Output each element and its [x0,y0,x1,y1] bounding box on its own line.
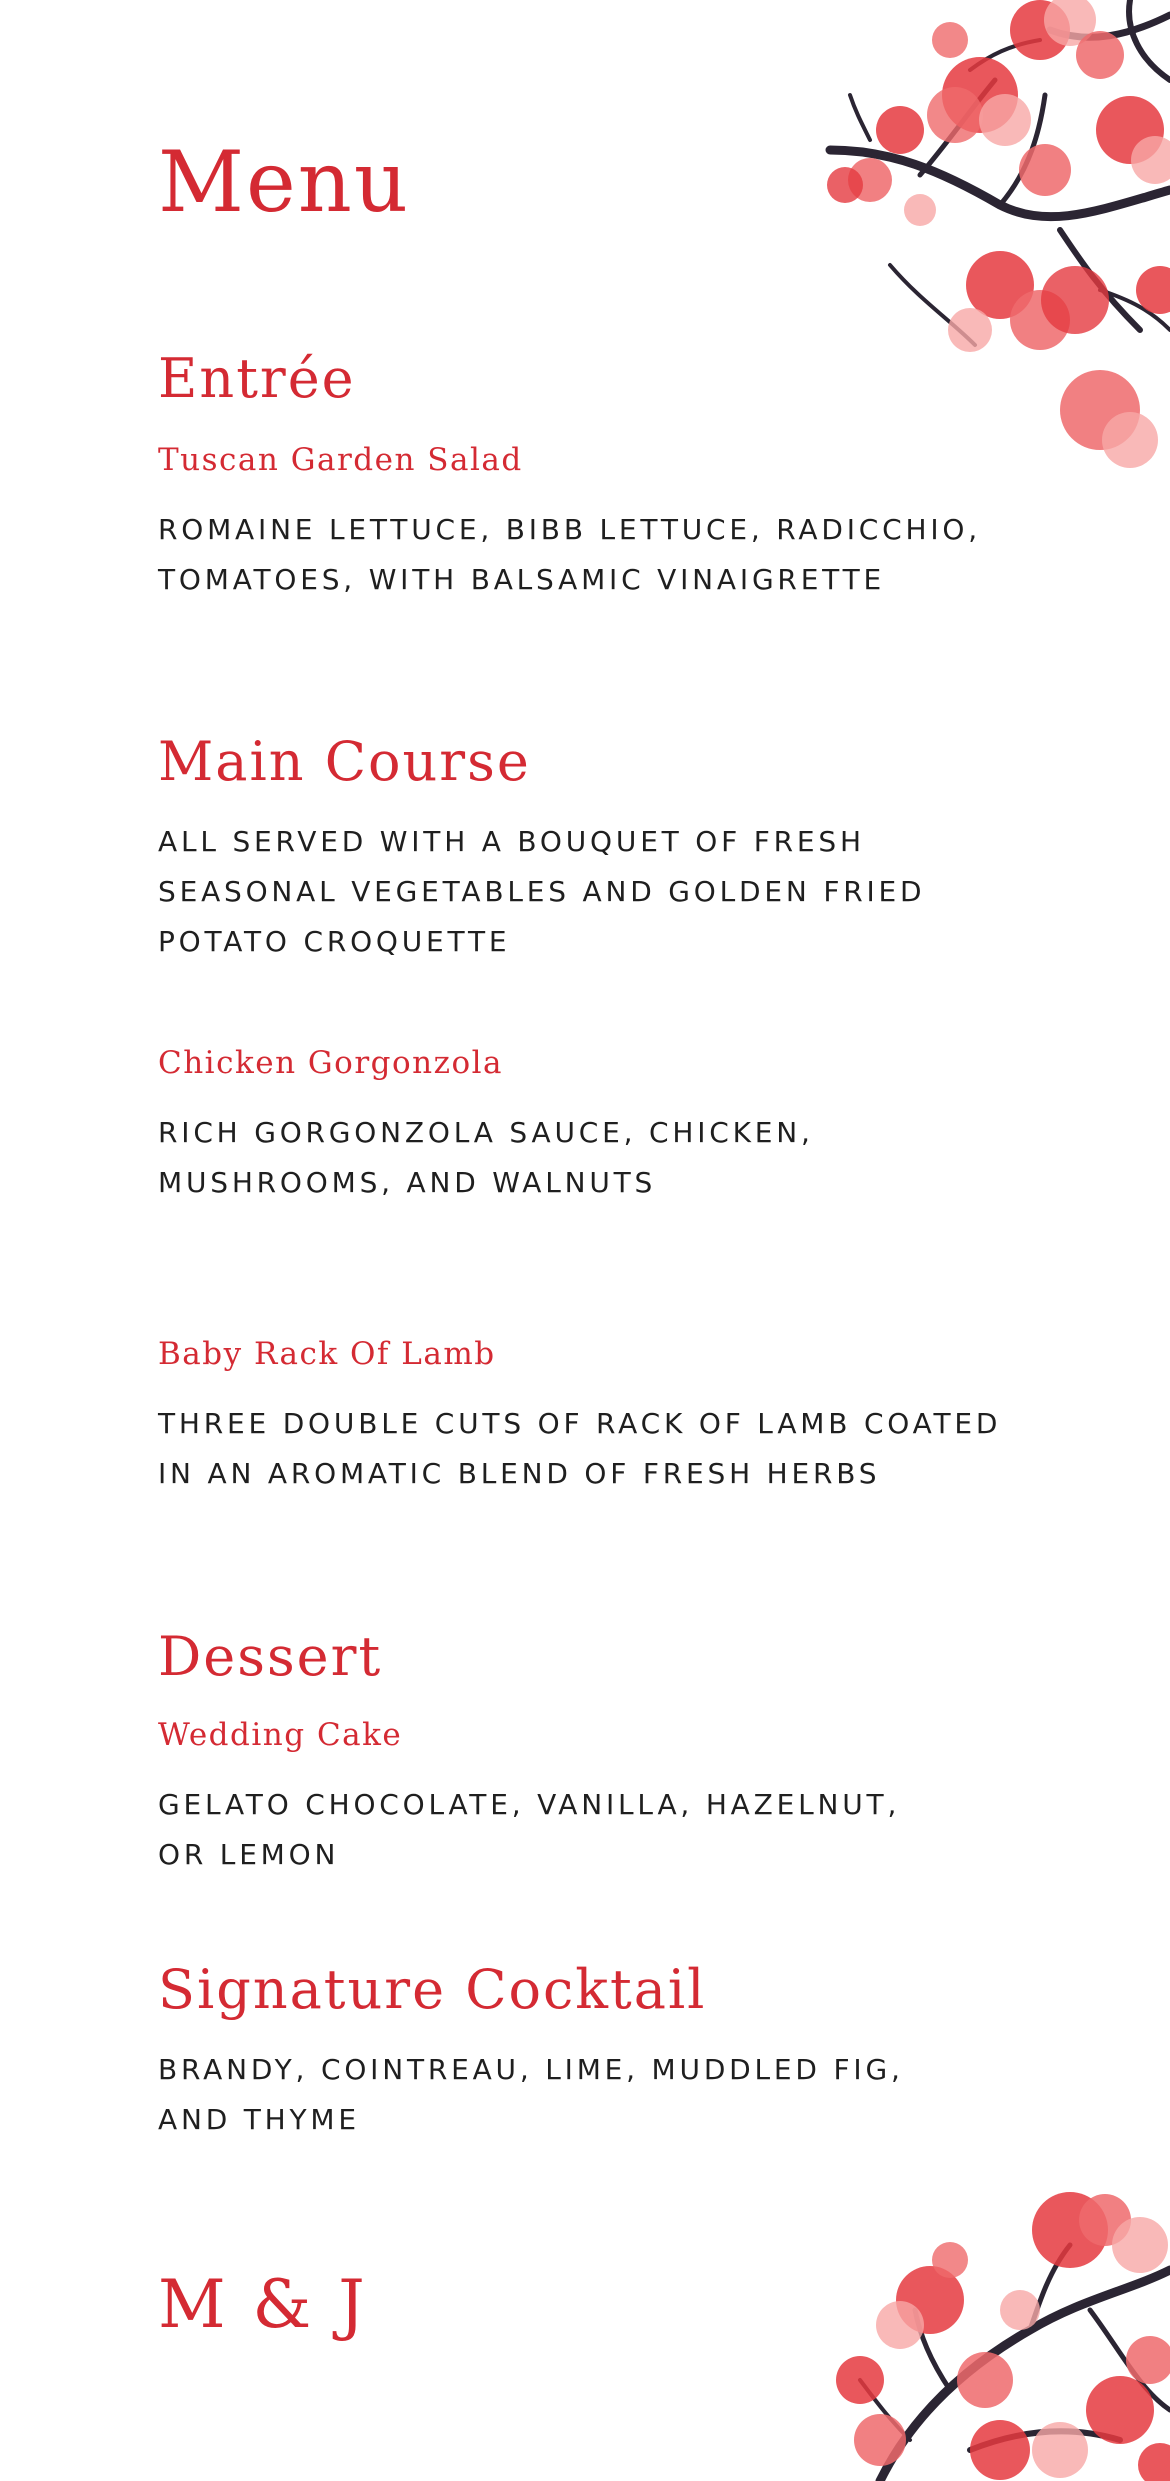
description-line: GELATO CHOCOLATE, VANILLA, HAZELNUT, [158,1788,901,1821]
description-line: BRANDY, COINTREAU, LIME, MUDDLED FIG, [158,2053,904,2086]
description-line: AND THYME [158,2103,360,2136]
main-course-intro [158,817,1038,967]
main-course-heading: Main Course [158,730,531,793]
description-line: ALL SERVED WITH A BOUQUET OF FRESH [158,825,865,858]
menu-title: Menu [158,133,410,231]
description-line: MUSHROOMS, AND WALNUTS [158,1166,657,1199]
signature-cocktail-description [158,2045,1038,2145]
description-line: SEASONAL VEGETABLES AND GOLDEN FRIED [158,875,926,908]
cherry-blossom-top-icon [800,0,1170,480]
wedding-cake-name: Wedding Cake [158,1717,403,1753]
chicken-gorgonzola-name: Chicken Gorgonzola [158,1045,504,1081]
entree-dish-name: Tuscan Garden Salad [158,442,523,478]
entree-dish-description [158,505,1038,605]
dessert-heading: Dessert [158,1625,383,1688]
description-line: OR LEMON [158,1838,340,1871]
description-line: IN AN AROMATIC BLEND OF FRESH HERBS [158,1457,881,1490]
signature-cocktail-heading: Signature Cocktail [158,1958,707,2021]
description-line: ROMAINE LETTUCE, BIBB LETTUCE, RADICCHIO, [158,513,981,546]
wedding-cake-description [158,1780,1038,1880]
chicken-gorgonzola-description [158,1108,1038,1208]
baby-rack-of-lamb-name: Baby Rack Of Lamb [158,1336,496,1372]
baby-rack-of-lamb-description [158,1399,1038,1499]
description-line: POTATO CROQUETTE [158,925,511,958]
description-line: RICH GORGONZOLA SAUCE, CHICKEN, [158,1116,814,1149]
couple-monogram: M & J [158,2266,368,2343]
cherry-blossom-bottom-icon [820,2150,1170,2481]
description-line: TOMATOES, WITH BALSAMIC VINAIGRETTE [158,563,885,596]
entree-heading: Entrée [158,347,356,410]
description-line: THREE DOUBLE CUTS OF RACK OF LAMB COATED [158,1407,1002,1440]
